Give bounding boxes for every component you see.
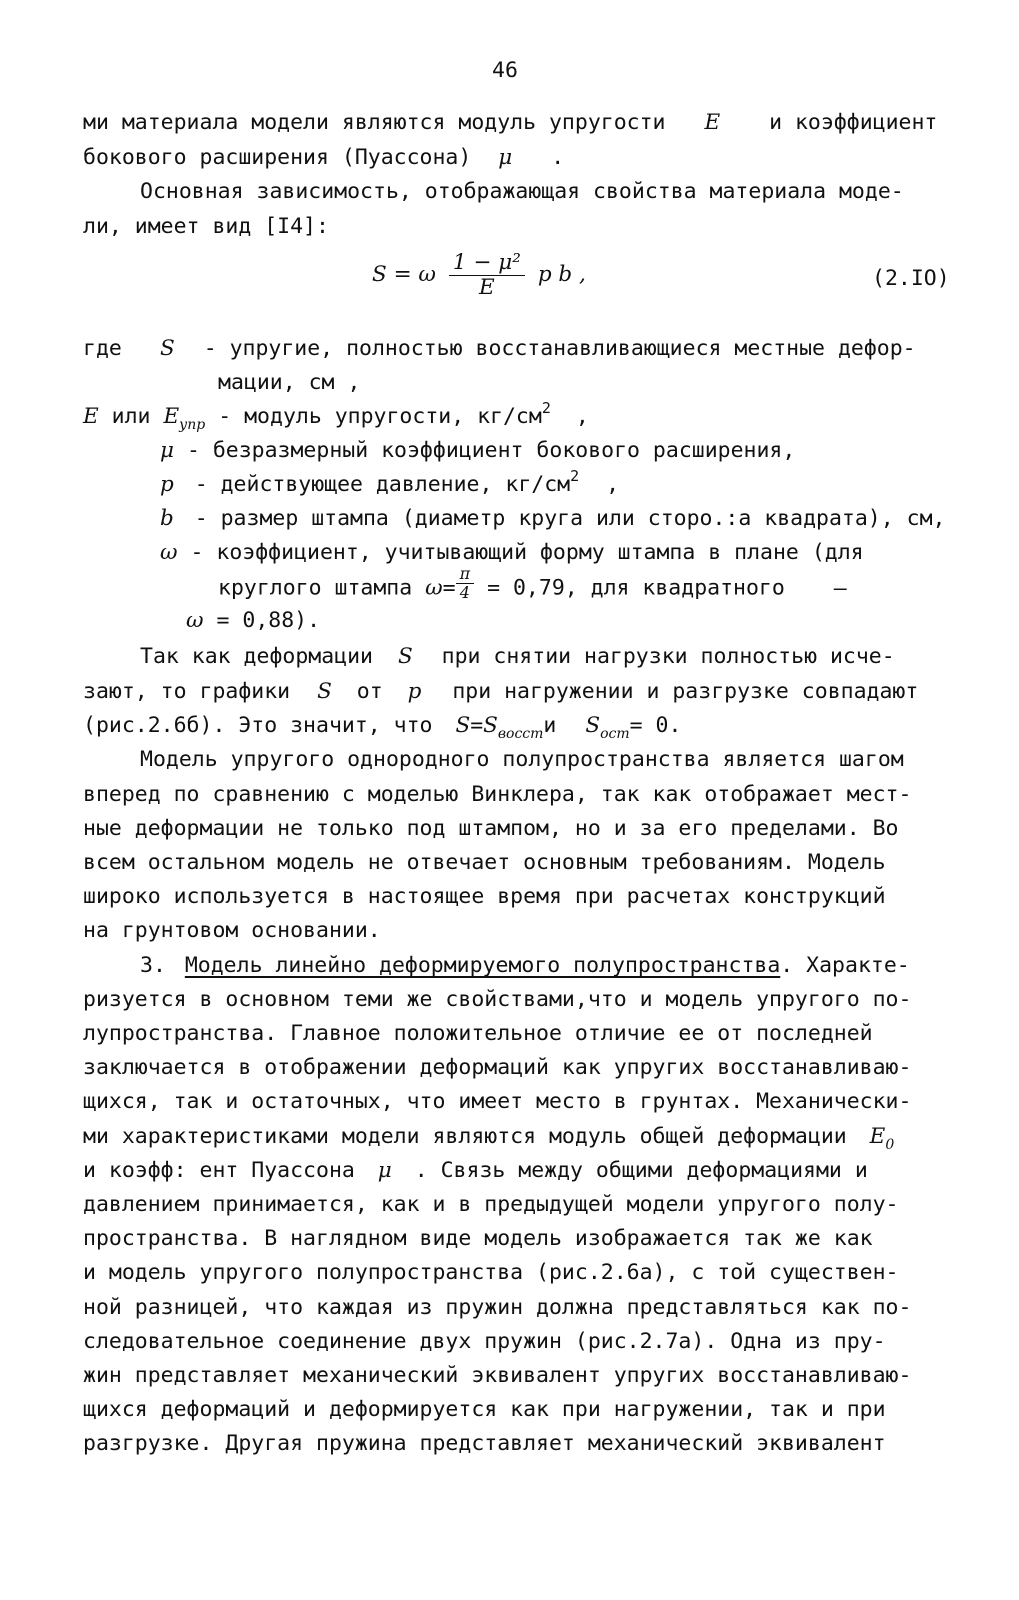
text-line: ной разницей, что каждая из пружин должна представляться как по- — [83, 1295, 912, 1320]
text-line: на грунтовом основании. — [83, 918, 381, 943]
symbol-E: E — [704, 110, 721, 135]
page-number: 46 — [492, 58, 518, 83]
text-line: щихся деформаций и деформируется как при нагружении, так и при — [83, 1397, 886, 1422]
legend-line: мации, см , — [218, 370, 361, 395]
text-line: пространства. В наглядном виде модель изображается так же как — [83, 1226, 873, 1251]
symbol-mu: μ — [498, 145, 513, 170]
text-line: разгрузке. Другая пружина представляет механический эквивалент — [83, 1431, 886, 1456]
text-line: вперед по сравнению с моделью Винклера, так как отображает мест- — [83, 782, 912, 807]
section-heading: Модель линейно деформируемого полупространства — [184, 953, 781, 978]
legend-where: где — [83, 336, 122, 361]
text-line: (рис.2.6б). Это значит, что $S=S_{восст}и$ $S_{ост}= 0$. — [83, 713, 682, 742]
formula-2-10: S = ω $\frac{\text{1 − μ²}}{E}$ p b , — [372, 250, 586, 300]
text-line: бокового расширения (Пуассона) μ . — [83, 145, 565, 170]
text-line: и коэфф: ент Пуассона μ . Связь между общими деформациями и — [83, 1158, 868, 1183]
text-line: ные деформации не только под штампом, но и за его пределами. Во — [83, 816, 899, 841]
text-line: всем остальном модель не отвечает основным требованиям. Модель — [83, 850, 886, 875]
text-line: Модель упругого однородного полупространства является шагом — [140, 747, 904, 772]
text-line: следовательное соединение двух пружин (рис.2.7а). Одна из пру- — [83, 1329, 886, 1354]
legend-line: E или $E_{упр}$ - модуль упругости, $кг/см^2$ , — [83, 399, 589, 433]
text-line: широко используется в настоящее время при расчетах конструкций — [83, 884, 886, 909]
text-line: Основная зависимость, отображающая свойства материала моде- — [140, 179, 904, 204]
legend-line: p - действующее давление, $кг/см^2$ , — [160, 467, 620, 497]
legend-line: b - размер штампа (диаметр круга или сторо.:а квадрата), см, — [160, 506, 946, 531]
legend-line: S - упругие, полностью восстанавливающиеся местные дефор- — [160, 336, 916, 361]
text-line: ми характеристиками модели являются модуль общей деформации $E_0$ — [83, 1124, 895, 1153]
text-line: ли, имеет вид [I4]: — [83, 214, 329, 239]
legend-line: μ - безразмерный коэффициент бокового расширения, — [160, 438, 796, 463]
legend-line: ω = 0,88). — [186, 608, 321, 633]
text-line: ризуется в основном теми же свойствами,что и модель упругого по- — [83, 987, 912, 1012]
formula-fraction: $\frac{\text{1 − μ²}}{E}$ — [449, 252, 525, 298]
text-line: лупространства. Главное положительное отличие ее от последней — [83, 1021, 873, 1046]
text-line: зают, то графики S от p при нагружении и разгрузке совпадают — [83, 679, 919, 704]
text-line: щихся, так и остаточных, что имеет место в грунтах. Механически- — [83, 1089, 912, 1114]
legend-line: круглого штампа ω= $\frac{\pi}{4}$ = 0,79, для квадратного — — [218, 564, 847, 602]
text-line: жин представляет механический эквивалент упругих восстанавливаю- — [83, 1363, 912, 1388]
text-line: ми материала модели являются модуль упругости E и коэффициент — [83, 110, 938, 135]
legend-line: ω - коэффициент, учитывающий форму штампа в плане (для — [160, 540, 864, 565]
text-line: Так как деформации S при снятии нагрузки полностью исче- — [140, 644, 895, 669]
pi-over-4: $\frac{\pi}{4}$ — [456, 566, 475, 601]
text-line: давлением принимается, как и в предыдущей модели упругого полу- — [83, 1192, 899, 1217]
formula-number: (2.IO) — [872, 266, 950, 291]
text-line: заключается в отображении деформаций как упругих восстанавливаю- — [83, 1055, 912, 1080]
text-line: и модель упругого полупространства (рис.2.6а), с той существен- — [83, 1260, 899, 1285]
text-line: 3. Модель линейно деформируемого полупространства. Характе- — [140, 953, 910, 978]
